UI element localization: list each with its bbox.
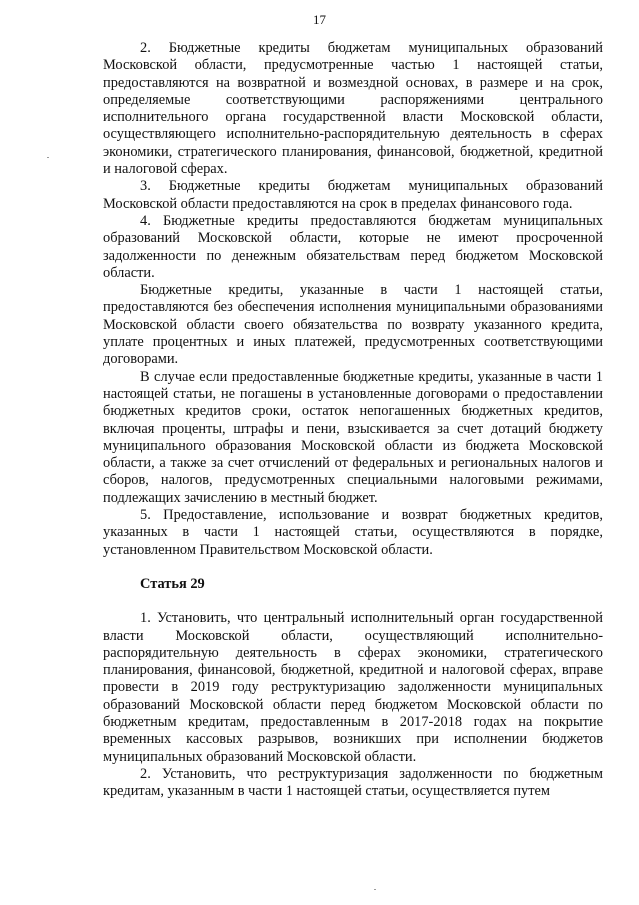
paragraph-article28-part3: 3. Бюджетные кредиты бюджетам муниципальных образований Московской области предоставляются на срок в пределах финансового года. (103, 178, 603, 212)
document-body (103, 40, 603, 800)
page-number: 17 (313, 12, 326, 27)
paragraph-article28-part5: 5. Предоставление, использование и возврат бюджетных кредитов, указанных в части 1 настоящей статьи, осуществляются в порядке, установленном Правительством Московской области. (103, 507, 603, 558)
paragraph-unpaid-credits: В случае если предоставленные бюджетные кредиты, указанные в части 1 настоящей статьи, не погашены в установленные договорами о предоставлении бюджетных кредитов сроки, остаток непогашенных бюджетных кредитов, включая проценты, штрафы и пени, взыскивается за счет дотаций бюджету муниципального образования Московской области из бюджета Московской области, а также за счет отчислений от федеральных и региональных налогов и сборов, налогов, предусмотренных специальными налоговыми режимами, подлежащих зачислению в местный бюджет. (103, 368, 603, 506)
paragraph-credits-without-security: Бюджетные кредиты, указанные в части 1 настоящей статьи, предоставляются без обеспечения исполнения муниципальными образованиями Московской области своего обязательства по возврату указанного кредита, уплате процентных и иных платежей, предусмотренных соответствующими договорами. (103, 282, 603, 368)
scan-speck (374, 889, 376, 890)
article-heading: Статья 29 (140, 575, 205, 592)
paragraph-article28-part4: 4. Бюджетные кредиты предоставляются бюджетам муниципальных образований Московской области, которые не имеют просроченной задолженности по денежным обязательствам перед бюджетом Московской области. (103, 212, 603, 281)
scan-speck (47, 157, 49, 158)
paragraph-article29-part1: 1. Установить, что центральный исполнительный орган государственной власти Московской области, осуществляющий исполнительно-распорядительную деятельность в сферах экономики, стратегического планирования, финансовой, бюджетной, кредитной и налоговой сферах, вправе провести в 2019 году реструктуризацию задолженности муниципальных образований Московской области перед бюджетом Московской области по бюджетным кредитам, предоставленным в 2017-2018 годах на покрытие временных кассовых разрывов, возникших при исполнении бюджетов муниципальных образований Московской области. (103, 610, 603, 765)
paragraph-article28-part2: 2. Бюджетные кредиты бюджетам муниципальных образований Московской области, предусмотренные частью 1 настоящей статьи, предоставляются на возвратной и возмездной основах, в размере и на срок, определяемые соответствующими распоряжениями центрального исполнительного органа государственной власти Московской области, осуществляющего исполнительно-распорядительную деятельность в сферах экономики, стратегического планирования, финансовой, бюджетной, кредитной и налоговой сферах. (103, 40, 603, 178)
paragraph-article29-part2: 2. Установить, что реструктуризация задолженности по бюджетным кредитам, указанным в части 1 настоящей статьи, осуществляется путем (103, 765, 603, 800)
